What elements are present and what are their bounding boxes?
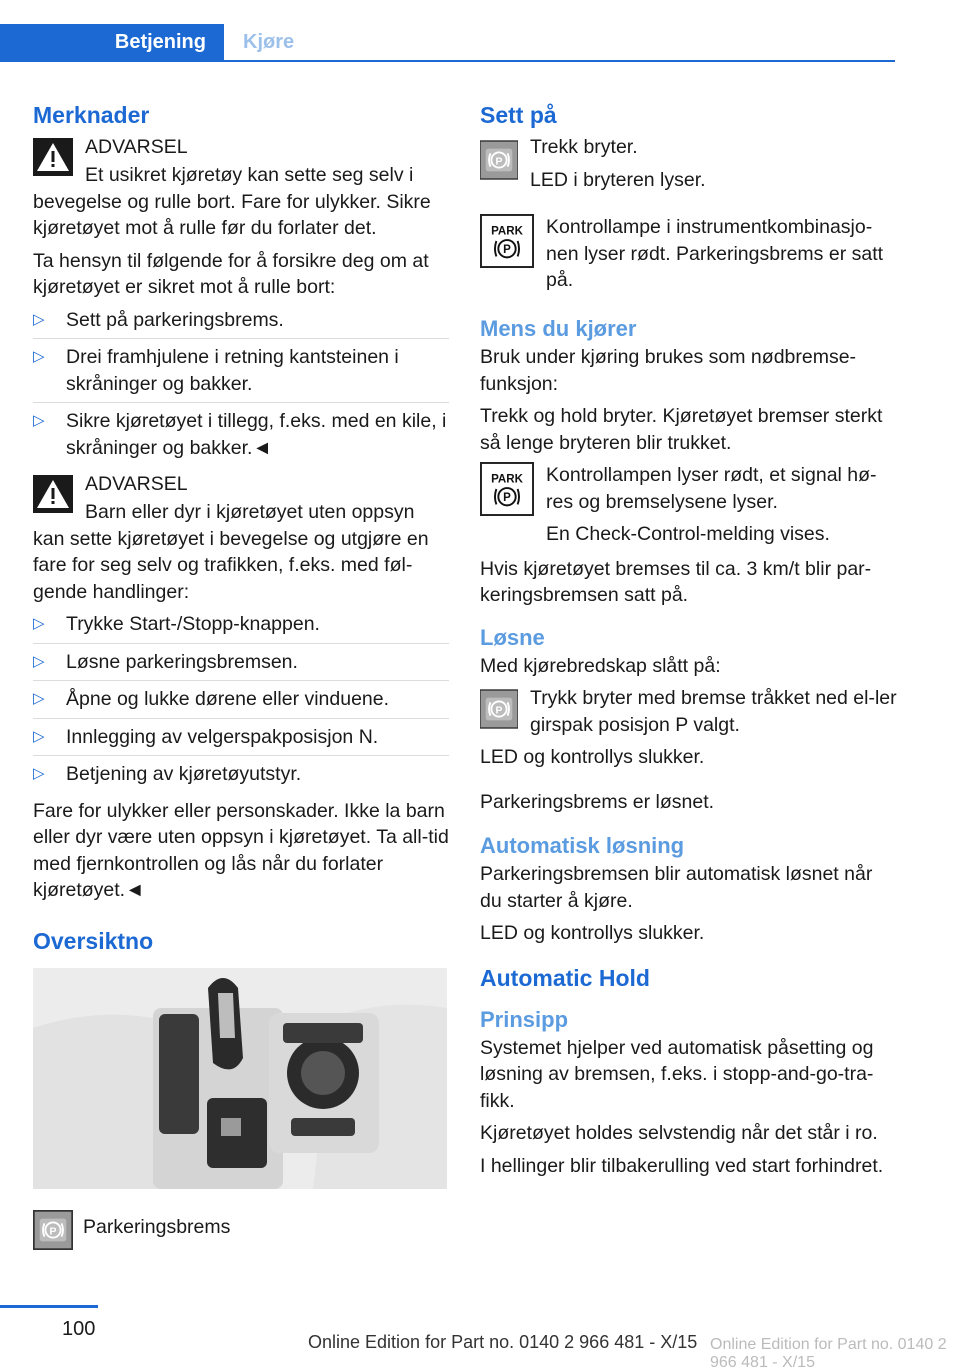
driving-lamp-text-2: En Check-Control-melding vises. [546, 523, 830, 545]
park-indicator-icon [480, 214, 534, 268]
paragraph-2: Fare for ulykker eller personskader. Ikke la barn eller dyr være uten oppsyn i kjøretøyet. Ta all‐tid med fjernkontrollen og lås når du forlater kjøretøyet.◄ [33, 799, 449, 901]
svg-text:P: P [503, 492, 511, 505]
warning-1 [33, 134, 449, 184]
automatic-hold-heading: Automatic Hold [480, 964, 650, 991]
list-item: ▷ Innlegging av velgerspakposisjon N. [33, 724, 449, 757]
list-item: ▷ Betjening av kjøretøyutstyr. [33, 761, 449, 793]
header-rule [0, 60, 895, 62]
apply-line-1: Trekk bryter. [530, 136, 638, 158]
list-item: ▷ Sikre kjøretøyet i tillegg, f.eks. med en kile, i skråninger og bakker.◄ [33, 410, 447, 459]
apply-heading: Sett på [480, 102, 557, 128]
release-heading: Løsne [480, 624, 545, 650]
list-1 [33, 307, 449, 467]
auto-paragraph-2: LED og kontrollys slukker. [480, 922, 705, 944]
list-item: ▷ Åpne og lukke dørene eller vinduene. [33, 686, 449, 719]
release-icon-text: Trykk bryter med bremse tråkket ned el‐ler girspak posisjon P valgt. [530, 687, 897, 736]
driving-heading: Mens du kjører [480, 316, 637, 341]
triangle-bullet-icon: ▷ [33, 765, 45, 782]
parking-brake-button-icon [33, 1210, 73, 1250]
warning-1-title: ADVARSEL [85, 136, 188, 158]
notes-heading: Merknader [33, 102, 150, 128]
overview-caption: Parkeringsbrems [83, 1216, 231, 1238]
right-column [480, 100, 898, 1185]
triangle-bullet-icon: ▷ [33, 727, 45, 745]
overview-heading: Oversiktno [33, 927, 154, 954]
warning-1-text: Et usikret kjøretøy kan sette seg selv i bevegelse og rulle bort. Fare for ulykker. Sikre kjøretøyet mot å rulle før du forlater det. [33, 164, 431, 239]
warning-2-title: ADVARSEL [85, 473, 188, 495]
list-item: ▷ Sett på parkeringsbrems. [33, 307, 449, 340]
apply-lamp-text: Kontrollampe i instrumentkombinasjo‐nen lyser rødt. Parkeringsbrems er satt på. [546, 216, 884, 291]
apply-lamp-row [480, 214, 898, 298]
tab-betjening[interactable] [0, 24, 224, 62]
list-item: ▷ Drei framhjulene i retning kantsteinen i skråninger og bakker. [33, 344, 449, 403]
triangle-bullet-icon: ▷ [33, 310, 45, 328]
watermark-text: Online Edition for Part no. 0140 2 966 481 - X/15 [710, 1336, 947, 1371]
warning-2 [33, 471, 449, 521]
principle-paragraph-2: Kjøretøyet holdes selvstendig når det står i ro. [480, 1122, 878, 1144]
list-item: ▷ Løsne parkeringsbremsen. [33, 649, 449, 682]
parking-brake-button-icon [480, 140, 518, 180]
principle-heading: Prinsipp [480, 1006, 569, 1032]
release-paragraph-2: LED og kontrollys slukker. [480, 746, 705, 768]
principle-paragraph-1: Systemet hjelper ved automatisk påsetting og løsning av bremsen, f.eks. i stopp-and-go-tra‐fikk. [480, 1036, 874, 1112]
apply-switch-row [480, 134, 898, 204]
paragraph-1: Ta hensyn til følgende for å forsikre deg om at kjøretøyet er sikret mot å rulle bort: [33, 249, 429, 298]
svg-text:PARK: PARK [491, 225, 523, 238]
driving-lamp-row [480, 462, 898, 548]
driving-paragraph-3: Hvis kjøretøyet bremses til ca. 3 km/t blir par‐keringsbremsen satt på. [480, 557, 872, 606]
warning-2-text: Barn eller dyr i kjøretøyet uten oppsyn kan sette kjøretøyet i bevegelse og utgjøre en fare for seg selv og trafikken, f.eks. med føl‐gende handlinger: [33, 501, 429, 603]
list-item: ▷ Trykke Start-/Stopp-knappen. [33, 611, 449, 644]
triangle-bullet-icon: ▷ [33, 412, 45, 429]
tab-betjening-label: Betjening [114, 31, 206, 53]
footer-rule [0, 1305, 98, 1308]
apply-line-2: LED i bryteren lyser. [530, 168, 706, 191]
triangle-bullet-icon: ▷ [33, 348, 45, 365]
overview-caption-row [33, 1210, 449, 1266]
triangle-bullet-icon: ▷ [33, 652, 45, 670]
center-console-photo [33, 968, 447, 1189]
parking-brake-button-icon [480, 689, 518, 729]
warning-triangle-icon [33, 475, 73, 513]
release-switch-row [480, 685, 898, 738]
triangle-bullet-icon: ▷ [33, 615, 45, 632]
auto-release-heading: Automatisk løsning [480, 833, 685, 858]
warning-triangle-icon [33, 138, 73, 176]
release-paragraph-1: Med kjørebredskap slått på: [480, 654, 721, 677]
edition-text: Online Edition for Part no. 0140 2 966 481 - X/15 [308, 1332, 698, 1352]
triangle-bullet-icon: ▷ [33, 690, 45, 707]
auto-paragraph-1: Parkeringsbremsen blir automatisk løsnet når du starter å kjøre. [480, 863, 873, 912]
driving-paragraph-1: Bruk under kjøring brukes som nødbremse‐funksjon: [480, 346, 857, 395]
svg-text:P: P [495, 705, 503, 717]
svg-text:PARK: PARK [491, 473, 523, 486]
principle-paragraph-3: I hellinger blir tilbakerulling ved start forhindret. [480, 1154, 884, 1177]
svg-text:P: P [49, 1226, 57, 1238]
svg-text:P: P [495, 156, 503, 168]
driving-paragraph-2: Trekk og hold bryter. Kjøretøyet bremser sterkt så lenge bryteren blir trukket. [480, 405, 883, 454]
park-indicator-icon [480, 462, 534, 516]
release-paragraph-3: Parkeringsbrems er løsnet. [480, 790, 715, 813]
list-2 [33, 611, 449, 793]
driving-lamp-text-1: Kontrollampen lyser rødt, et signal hø‐res og bremselysene lyser. [546, 464, 877, 513]
page-number: 100 [62, 1318, 96, 1340]
svg-text:P: P [503, 244, 511, 257]
tab-kjore[interactable]: Kjøre [243, 31, 295, 53]
header-tabs [0, 0, 895, 62]
left-column [33, 100, 449, 1274]
